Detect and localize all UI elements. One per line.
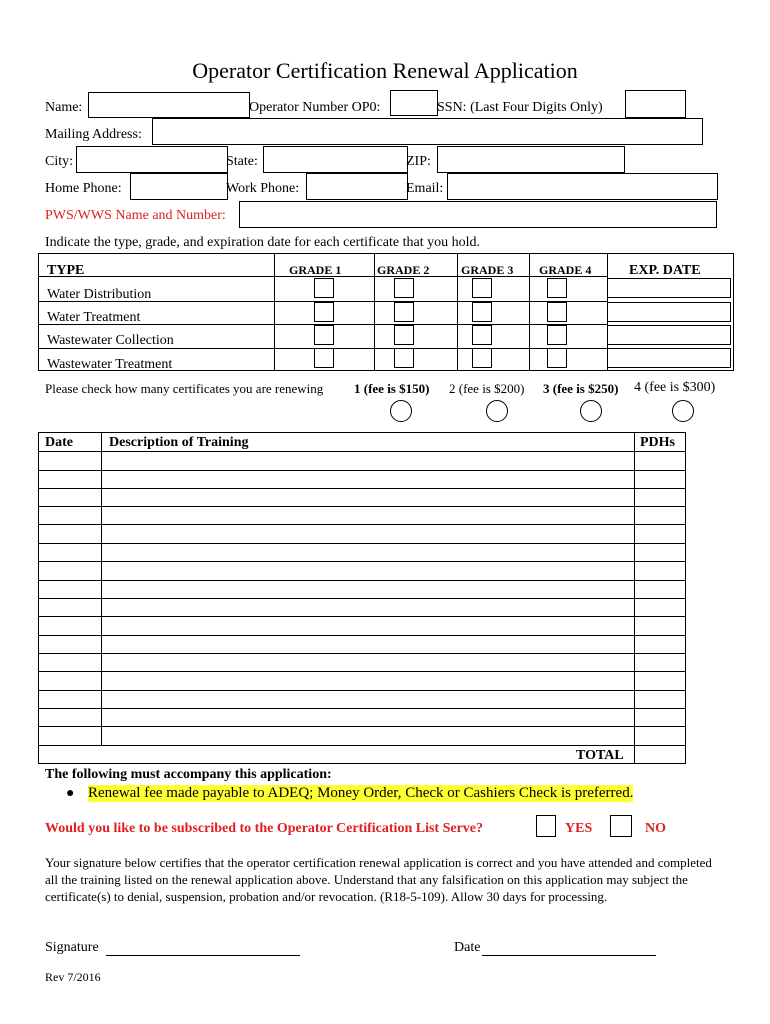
operator-number-field[interactable] — [390, 90, 438, 116]
name-label: Name: — [45, 100, 83, 115]
grade-2-checkbox-wastewater-collection[interactable] — [394, 325, 414, 345]
grade-2-checkbox-wastewater-treatment[interactable] — [394, 348, 414, 368]
grade-4-checkbox-water-treatment[interactable] — [547, 302, 567, 322]
type-water-distribution: Water Distribution — [47, 287, 152, 302]
accompany-bullet-text: Renewal fee made payable to ADEQ; Money Order, Check or Cashiers Check is preferred. — [88, 785, 634, 801]
grade-4-checkbox-water-distribution[interactable] — [547, 278, 567, 298]
training-description-header: Description of Training — [109, 435, 249, 450]
pws-field[interactable] — [239, 201, 717, 228]
grade-2-header: GRADE 2 — [377, 263, 430, 277]
date-label: Date — [454, 940, 481, 955]
grade-3-checkbox-wastewater-collection[interactable] — [472, 325, 492, 345]
zip-label: ZIP: — [406, 154, 431, 169]
renew-option-2-label: 2 (fee is $200) — [449, 381, 525, 396]
grade-3-checkbox-wastewater-treatment[interactable] — [472, 348, 492, 368]
email-label: Email: — [406, 181, 444, 196]
exp-date-field-water-distribution[interactable] — [607, 278, 731, 298]
operator-number-label: Operator Number OP0: — [249, 100, 381, 115]
training-pdhs-header: PDHs — [640, 435, 675, 450]
exp-date-field-wastewater-treatment[interactable] — [607, 348, 731, 368]
home-phone-field[interactable] — [130, 173, 228, 200]
ssn-label: SSN: (Last Four Digits Only) — [437, 100, 603, 115]
accompany-heading: The following must accompany this application: — [45, 767, 332, 782]
revision-label: Rev 7/2016 — [45, 970, 101, 984]
signature-label: Signature — [45, 940, 99, 955]
mailing-address-field[interactable] — [152, 118, 703, 145]
renew-option-1-label: 1 (fee is $150) — [354, 381, 430, 396]
type-wastewater-treatment: Wastewater Treatment — [47, 357, 173, 372]
list-serve-no-label: NO — [645, 821, 666, 836]
grade-1-header: GRADE 1 — [289, 263, 342, 277]
list-serve-yes-checkbox[interactable] — [536, 815, 556, 837]
grade-1-checkbox-water-distribution[interactable] — [314, 278, 334, 298]
grade-3-checkbox-water-distribution[interactable] — [472, 278, 492, 298]
date-line[interactable] — [482, 955, 656, 956]
exp-date-header: EXP. DATE — [629, 263, 701, 278]
instruction-text: Indicate the type, grade, and expiration date for each certificate that you hold. — [45, 235, 480, 250]
list-serve-yes-label: YES — [565, 821, 593, 836]
signature-line[interactable] — [106, 955, 300, 956]
state-field[interactable] — [263, 146, 408, 173]
renew-option-2-radio[interactable] — [486, 400, 508, 422]
training-date-header: Date — [45, 435, 73, 450]
list-serve-question: Would you like to be subscribed to the Operator Certification List Serve? — [45, 821, 483, 836]
training-total-label: TOTAL — [576, 748, 624, 763]
grade-1-checkbox-wastewater-treatment[interactable] — [314, 348, 334, 368]
exp-date-field-water-treatment[interactable] — [607, 302, 731, 322]
renew-option-3-label: 3 (fee is $250) — [543, 381, 619, 396]
grade-4-checkbox-wastewater-collection[interactable] — [547, 325, 567, 345]
grade-1-checkbox-wastewater-collection[interactable] — [314, 325, 334, 345]
certification-paragraph: Your signature below certifies that the operator certification renewal application is correct and you have attended and completed all the training listed on the renewal application above. Understand that any falsification on this application may subject the certificate(s) to denial, suspension, probation and/or revocation. (R18-5-109). Allow 30 days for processing. — [45, 855, 712, 904]
type-wastewater-collection: Wastewater Collection — [47, 333, 174, 348]
grade-4-checkbox-wastewater-treatment[interactable] — [547, 348, 567, 368]
grade-3-checkbox-water-treatment[interactable] — [472, 302, 492, 322]
grade-2-checkbox-water-treatment[interactable] — [394, 302, 414, 322]
renew-option-3-radio[interactable] — [580, 400, 602, 422]
city-field[interactable] — [76, 146, 228, 173]
type-water-treatment: Water Treatment — [47, 310, 141, 325]
work-phone-label: Work Phone: — [226, 181, 300, 196]
zip-field[interactable] — [437, 146, 625, 173]
home-phone-label: Home Phone: — [45, 181, 122, 196]
grade-3-header: GRADE 3 — [461, 263, 514, 277]
name-field[interactable] — [88, 92, 250, 118]
grade-1-checkbox-water-treatment[interactable] — [314, 302, 334, 322]
training-table — [38, 432, 686, 764]
grade-2-checkbox-water-distribution[interactable] — [394, 278, 414, 298]
type-header: TYPE — [47, 263, 85, 278]
state-label: State: — [226, 154, 258, 169]
mailing-address-label: Mailing Address: — [45, 127, 142, 142]
work-phone-field[interactable] — [306, 173, 408, 200]
city-label: City: — [45, 154, 74, 169]
renew-prompt: Please check how many certificates you are renewing — [45, 381, 324, 396]
bullet-dot-icon: ● — [66, 786, 75, 801]
list-serve-no-checkbox[interactable] — [610, 815, 632, 837]
exp-date-field-wastewater-collection[interactable] — [607, 325, 731, 345]
renew-option-1-radio[interactable] — [390, 400, 412, 422]
pws-label: PWS/WWS Name and Number: — [45, 208, 226, 223]
email-field[interactable] — [447, 173, 718, 200]
renew-option-4-label: 4 (fee is $300) — [634, 380, 716, 395]
page-title: Operator Certification Renewal Application — [192, 58, 578, 83]
ssn-field[interactable] — [625, 90, 686, 118]
renew-option-4-radio[interactable] — [672, 400, 694, 422]
grade-4-header: GRADE 4 — [539, 263, 592, 277]
